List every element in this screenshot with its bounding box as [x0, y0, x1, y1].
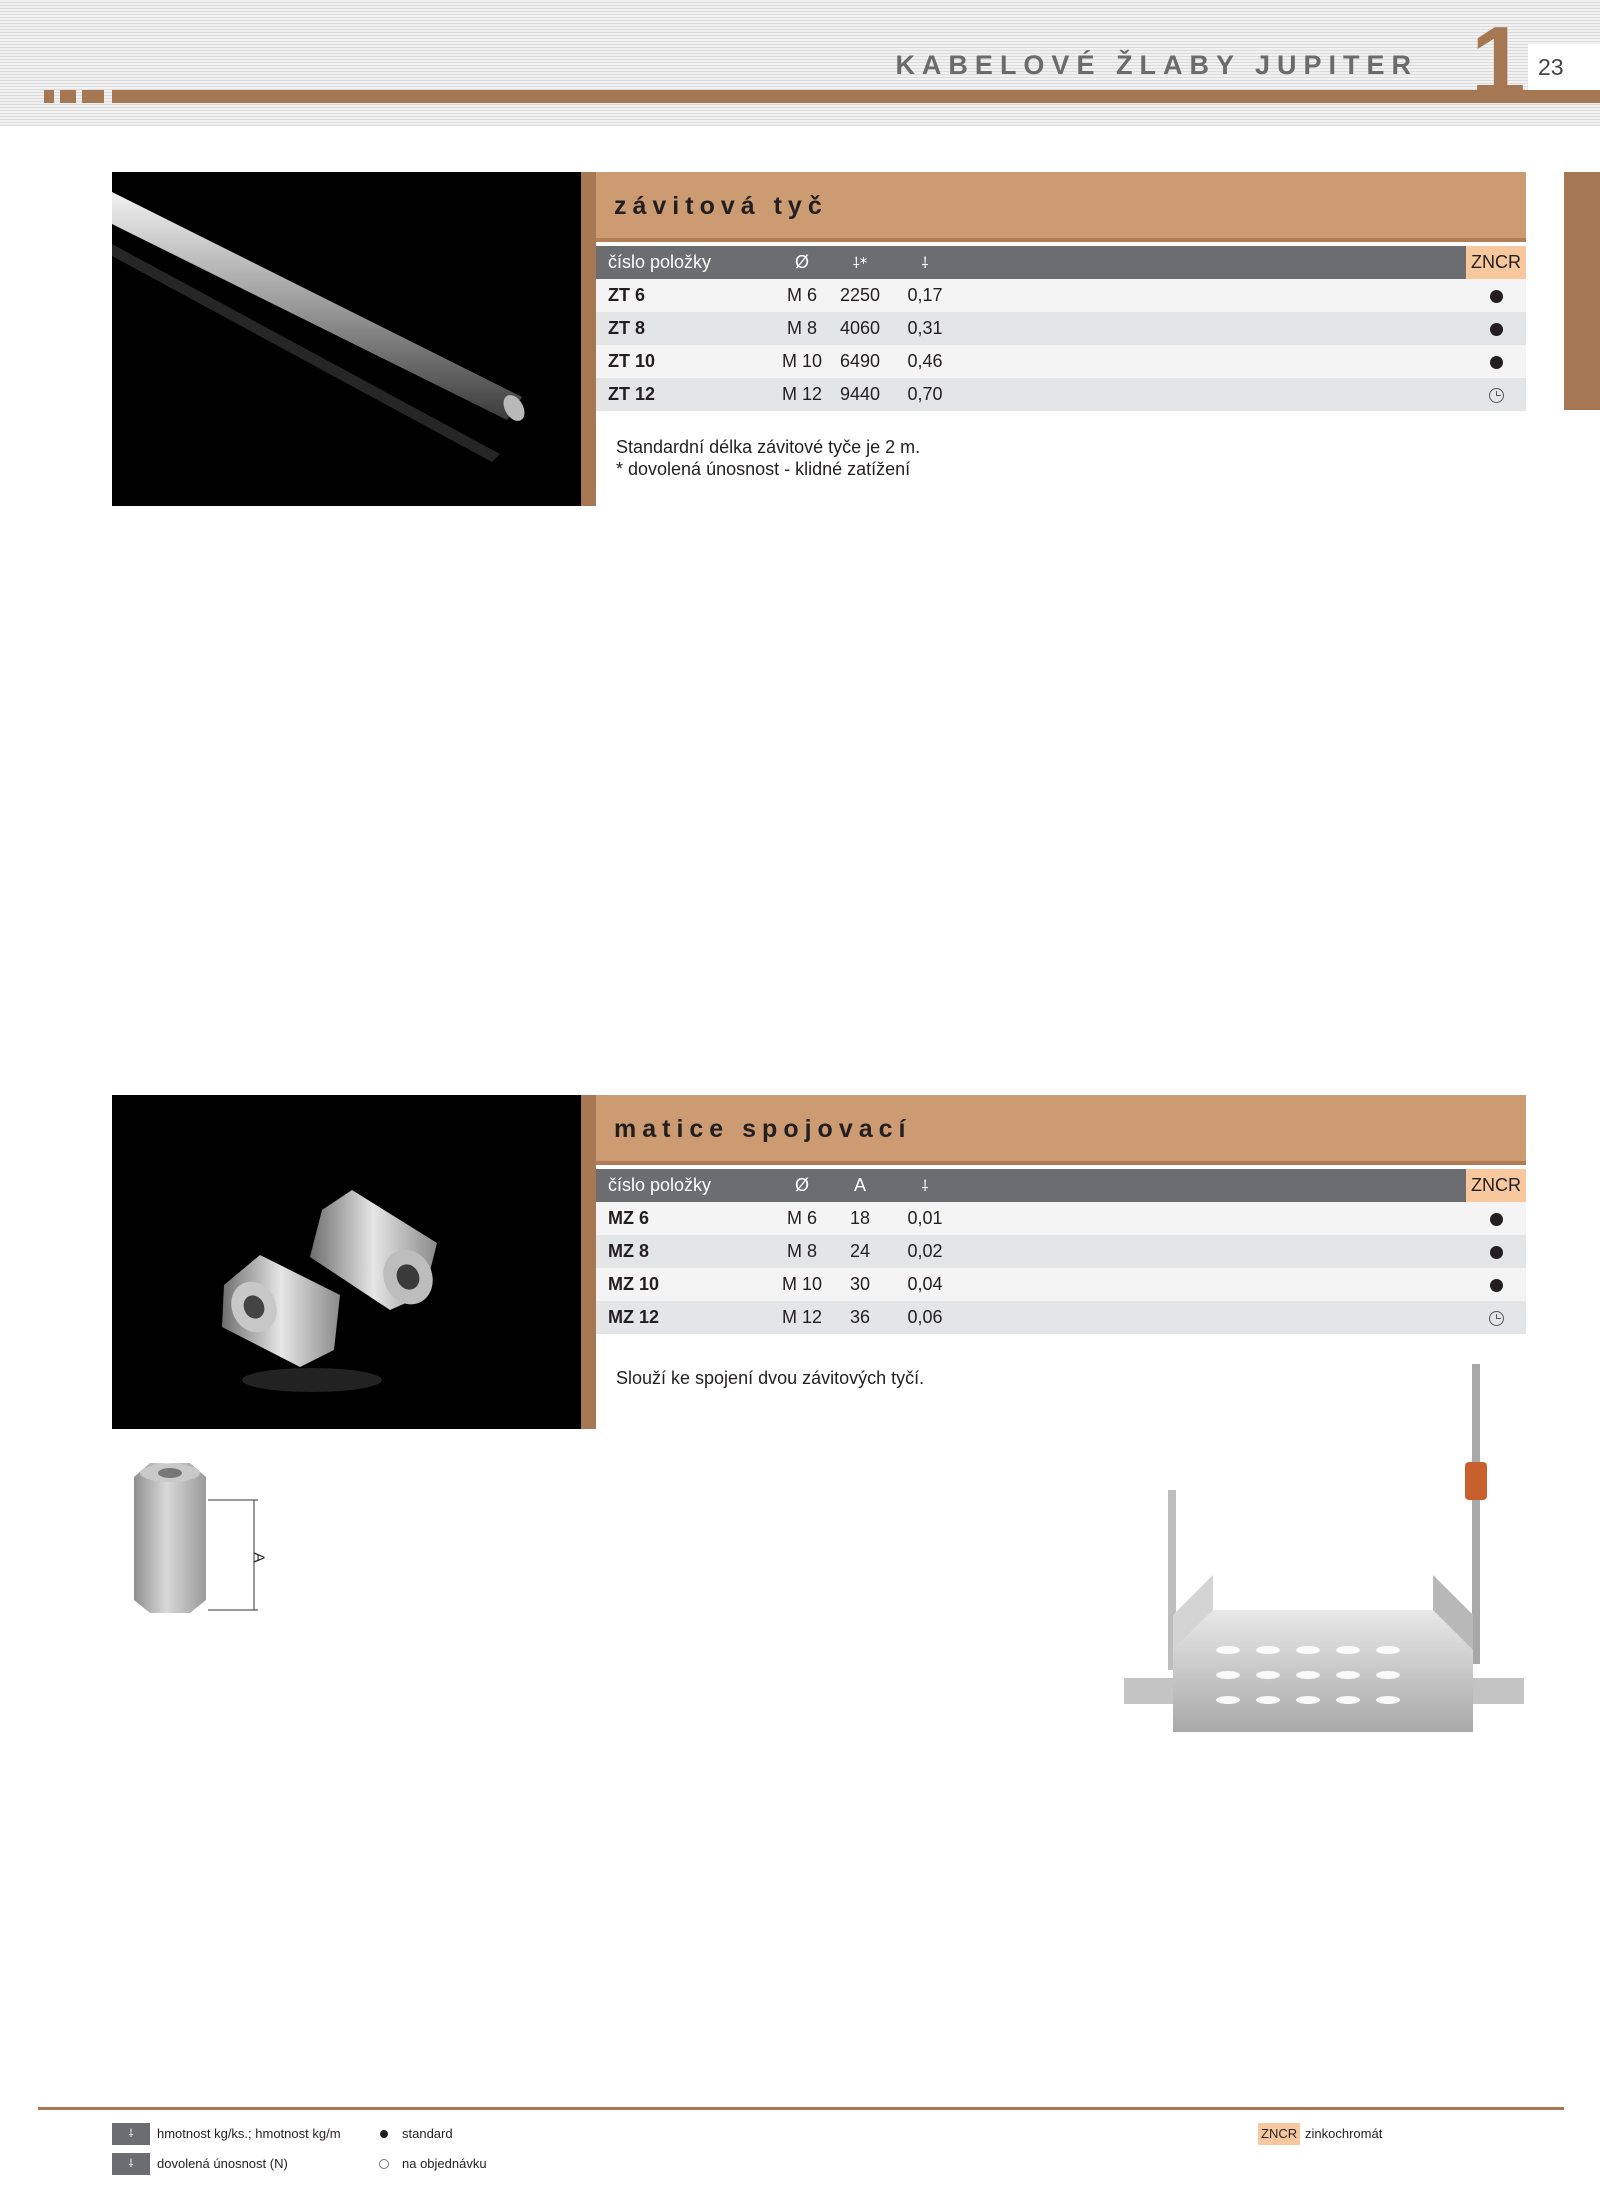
on-order-clock-icon: [1489, 1311, 1504, 1326]
item-a: 36: [828, 1301, 892, 1334]
table-row: [596, 345, 1526, 378]
product-note: Slouží ke spojení dvou závitových tyčí.: [616, 1368, 925, 1388]
item-code: ZT 10: [596, 345, 776, 378]
coupling-nut-icon: [112, 1095, 581, 1429]
table-header-row: [596, 246, 1526, 279]
note-line: * dovolená únosnost - klidné zatížení: [616, 459, 911, 479]
header-block: [60, 90, 76, 103]
table-header-row: [596, 1169, 1526, 1202]
table-row: [596, 1268, 1526, 1301]
availability-cell: [1466, 312, 1526, 345]
item-diameter: M 8: [776, 312, 828, 345]
legend-order: na objednávku: [402, 2156, 487, 2171]
header-block: [44, 90, 54, 103]
standard-dot-icon: [1490, 1246, 1503, 1259]
load-legend-icon: ⸸: [112, 2153, 150, 2175]
item-load: 2250: [828, 279, 892, 312]
availability-cell: [1466, 279, 1526, 312]
item-weight: 0,46: [892, 345, 958, 378]
product-note: [616, 436, 920, 480]
coupling-nut-drawing-icon: [128, 1455, 278, 1615]
zncr-legend-badge: ZNCR: [1258, 2123, 1300, 2145]
item-code: MZ 12: [596, 1301, 776, 1334]
table-row: [596, 1301, 1526, 1334]
product-title-bar: [596, 1095, 1526, 1165]
table-row: [596, 312, 1526, 345]
col-zncr: ZNCR: [1466, 246, 1526, 279]
item-diameter: M 6: [776, 279, 828, 312]
item-load: 4060: [828, 312, 892, 345]
availability-cell: [1466, 1202, 1526, 1235]
catalog-title: KABELOVÉ ŽLABY JUPITER: [895, 50, 1418, 80]
standard-dot-icon: [1490, 323, 1503, 336]
col-a-dimension: A: [828, 1169, 892, 1202]
item-diameter: M 6: [776, 1202, 828, 1235]
on-order-clock-icon: [1489, 388, 1504, 403]
photo-divider: [581, 1095, 596, 1429]
col-weight: ⸸: [892, 1169, 958, 1202]
item-weight: 0,70: [892, 378, 958, 411]
item-load: 9440: [828, 378, 892, 411]
item-a: 24: [828, 1235, 892, 1268]
weight-legend-icon: ⸸: [112, 2123, 150, 2145]
standard-dot-icon: [1490, 290, 1503, 303]
coupling-nut-photo: [112, 1095, 581, 1429]
item-diameter: M 8: [776, 1235, 828, 1268]
availability-cell: [1466, 345, 1526, 378]
legend-weight: hmotnost kg/ks.; hmotnost kg/m: [157, 2126, 341, 2141]
item-weight: 0,04: [892, 1268, 958, 1301]
standard-dot-icon: [1490, 1213, 1503, 1226]
col-diameter: Ø: [776, 246, 828, 279]
col-weight: ⸸: [892, 246, 958, 279]
item-diameter: M 12: [776, 1301, 828, 1334]
standard-dot-icon: [1490, 1279, 1503, 1292]
legend-standard: standard: [402, 2126, 453, 2141]
standard-dot-icon: [380, 2130, 388, 2138]
standard-dot-icon: [1490, 356, 1503, 369]
threaded-rod-photo: [112, 172, 581, 506]
chapter-side-tab: [1564, 172, 1600, 410]
spec-table: [596, 246, 1526, 411]
table-row: [596, 279, 1526, 312]
header-rule: [112, 90, 1600, 103]
item-diameter: M 10: [776, 1268, 828, 1301]
product-title: závitová tyč: [614, 192, 828, 220]
col-spacer: [958, 246, 1466, 279]
note-line: Standardní délka závitové tyče je 2 m.: [616, 437, 921, 457]
item-weight: 0,31: [892, 312, 958, 345]
item-weight: 0,02: [892, 1235, 958, 1268]
availability-cell: [1466, 1301, 1526, 1334]
availability-cell: [1466, 1268, 1526, 1301]
item-weight: 0,01: [892, 1202, 958, 1235]
footer-rule: [38, 2107, 1564, 2110]
nut-dimension-drawing: [128, 1455, 278, 1615]
page-number: 23: [1528, 44, 1600, 90]
item-a: 18: [828, 1202, 892, 1235]
item-a: 30: [828, 1268, 892, 1301]
item-code: MZ 10: [596, 1268, 776, 1301]
cable-tray-illustration: [1118, 1360, 1528, 1780]
product-title-bar: [596, 172, 1526, 242]
item-code: MZ 8: [596, 1235, 776, 1268]
threaded-rod-icon: [112, 172, 581, 506]
item-code: ZT 8: [596, 312, 776, 345]
item-diameter: M 12: [776, 378, 828, 411]
header-block: [82, 90, 104, 103]
col-spacer: [958, 1169, 1466, 1202]
col-load: ⸸*: [828, 246, 892, 279]
col-item-number: číslo položky: [596, 1169, 776, 1202]
spec-table: [596, 1169, 1526, 1334]
availability-cell: [1466, 1235, 1526, 1268]
dimension-label-a: A: [250, 1552, 268, 1563]
item-weight: 0,17: [892, 279, 958, 312]
item-code: ZT 6: [596, 279, 776, 312]
item-weight: 0,06: [892, 1301, 958, 1334]
table-row: [596, 378, 1526, 411]
legend-load: dovolená únosnost (N): [157, 2156, 288, 2171]
photo-divider: [581, 172, 596, 506]
col-diameter: Ø: [776, 1169, 828, 1202]
table-row: [596, 1202, 1526, 1235]
legend-zncr-text: zinkochromát: [1305, 2126, 1383, 2141]
on-order-clock-icon: [379, 2159, 389, 2169]
product-title: matice spojovací: [614, 1115, 912, 1143]
cable-tray-hanger-icon: [1118, 1360, 1528, 1780]
table-row: [596, 1235, 1526, 1268]
col-item-number: číslo položky: [596, 246, 776, 279]
item-diameter: M 10: [776, 345, 828, 378]
item-code: MZ 6: [596, 1202, 776, 1235]
chapter-number: 1: [1471, 6, 1526, 116]
item-code: ZT 12: [596, 378, 776, 411]
col-zncr: ZNCR: [1466, 1169, 1526, 1202]
availability-cell: [1466, 378, 1526, 411]
item-load: 6490: [828, 345, 892, 378]
